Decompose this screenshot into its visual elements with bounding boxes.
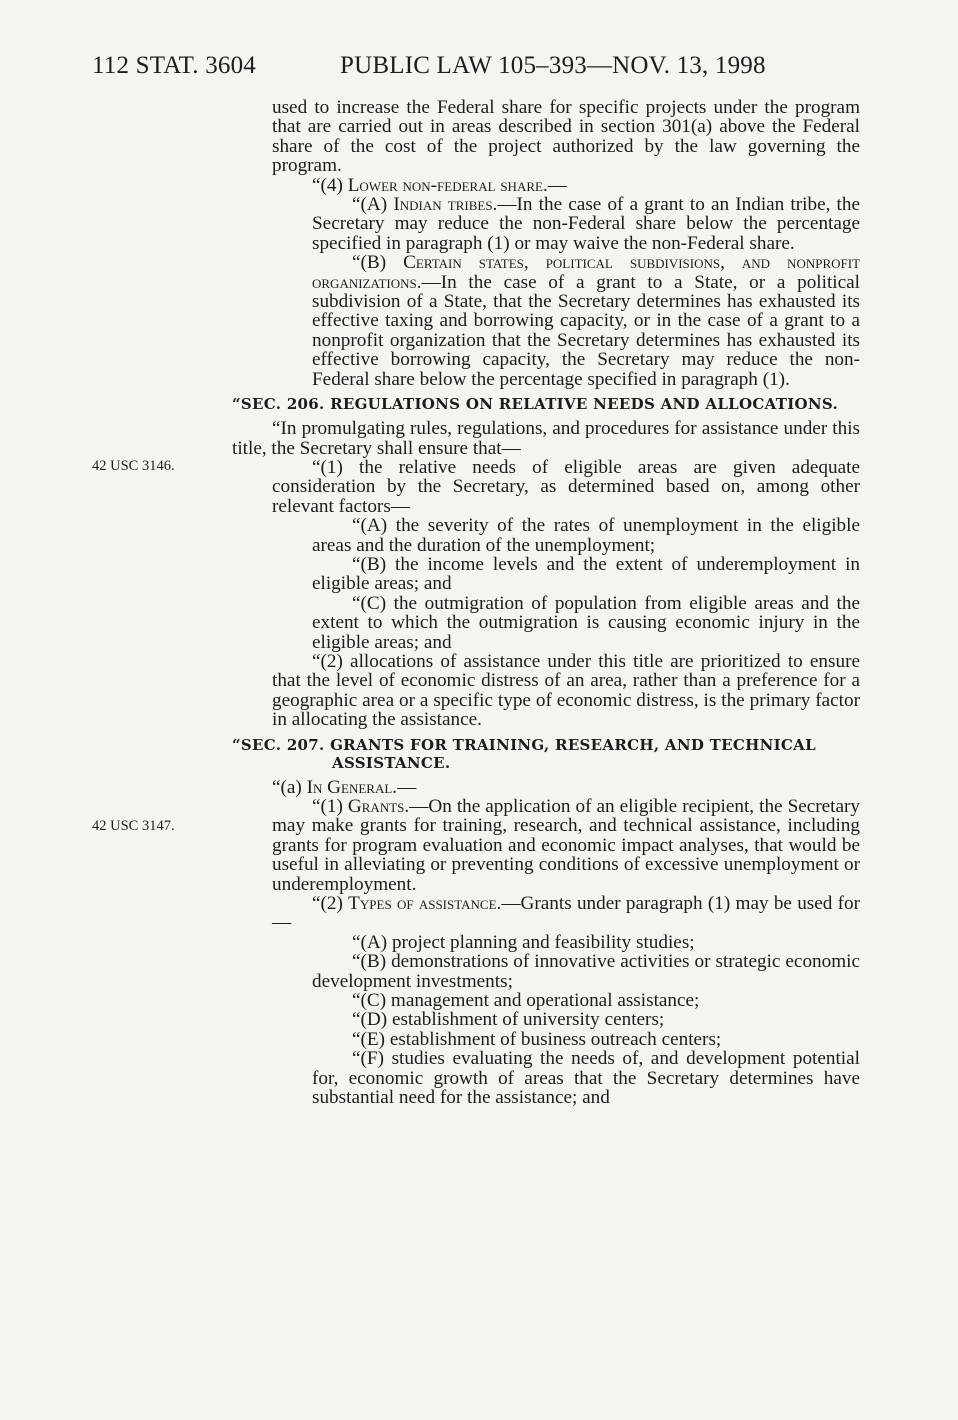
section-206-item-1B: “(B) the income levels and the extent of underemployment in eligible areas; and: [312, 553, 860, 595]
section-207-a-heading: “(a) In General.—: [272, 776, 417, 798]
page-reference: 112 STAT. 3604: [92, 52, 256, 79]
section-207-item-2F: “(F) studies evaluating the needs of, and development potential for, economic growth of areas that the Secretary determines have substantial need for the assistance; and: [312, 1048, 860, 1109]
body-text: [232, 97, 861, 1109]
section-207-item-2E: “(E) establishment of business outreach centers;: [352, 1028, 722, 1050]
section-207-item-2C: “(C) management and operational assistance;: [352, 990, 700, 1012]
section-206-heading: “SEC. 206. REGULATIONS ON RELATIVE NEEDS AND ALLOCATIONS.: [232, 395, 839, 414]
section-207-item-2B: “(B) demonstrations of innovative activities or strategic economic development investments;: [312, 951, 860, 992]
section-206-item-1A: “(A) the severity of the rates of unemployment in the eligible areas and the duration of the unemployment;: [312, 515, 860, 556]
margin-note-usc-3147: 42 USC 3147.: [92, 818, 175, 834]
section-206-item-1: “(1) the relative needs of eligible areas are given adequate consideration by the Secretary, as determined based on, among other relevant factors—: [272, 456, 860, 517]
section-207-item-2D: “(D) establishment of university centers;: [352, 1009, 665, 1031]
paragraph-4-heading: “(4) Lower non-federal share.—: [312, 174, 567, 196]
section-206-item-2: “(2) allocations of assistance under this title are prioritized to ensure that the level of economic distress of an area, rather than a preference for a geographic area or a specific type of economic distress, is the primary factor in allocating the assistance.: [272, 650, 860, 731]
section-207-item-2A: “(A) project planning and feasibility studies;: [352, 931, 695, 953]
section-207-heading: “SEC. 207. GRANTS FOR TRAINING, RESEARCH, AND TECHNICAL ASSISTANCE.: [232, 735, 816, 772]
margin-note-usc-3146: 42 USC 3146.: [92, 458, 175, 474]
paragraph-4A: “(A) Indian tribes.—In the case of a grant to an Indian tribe, the Secretary may reduce the non-Federal share below the percentage specified in paragraph (1) or may waive the non-Federal share.: [312, 194, 860, 254]
section-207-item-1: “(1) Grants.—On the application of an eligible recipient, the Secretary may make grants for training, research, and technical assistance, including grants for program evaluation and economic impact analyses, that would be useful in alleviating or preventing conditions of excessive unemployment or underemployment.: [272, 796, 861, 895]
section-206-item-1C: “(C) the outmigration of population from eligible areas and the extent to which the outmigration is causing economic injury in the eligible areas; and: [312, 592, 860, 653]
section-206-intro: “In promulgating rules, regulations, and procedures for assistance under this title, the Secretary shall ensure that—: [232, 418, 860, 459]
paragraph-continuation: used to increase the Federal share for specific projects under the program that are carried out in areas described in section 301(a) above the Federal share of the cost of the project authorized by the law governing the program.: [272, 97, 860, 177]
section-207-item-2: “(2) Types of assistance.—Grants under paragraph (1) may be used for—: [272, 893, 861, 934]
running-head: PUBLIC LAW 105–393—NOV. 13, 1998: [340, 52, 766, 79]
paragraph-4B: “(B) Certain states, political subdivisions, and nonprofit organizations.—In the case of a grant to a State, or a political subdivision of a State, that the Secretary determines has exhausted its effective taxing and borrowing capacity, or in the case of a grant to a nonprofit organization that the Secretary determines has exhausted its effective borrowing capacity, the Secretary may reduce the non-Federal share below the percentage specified in paragraph (1).: [312, 252, 861, 390]
